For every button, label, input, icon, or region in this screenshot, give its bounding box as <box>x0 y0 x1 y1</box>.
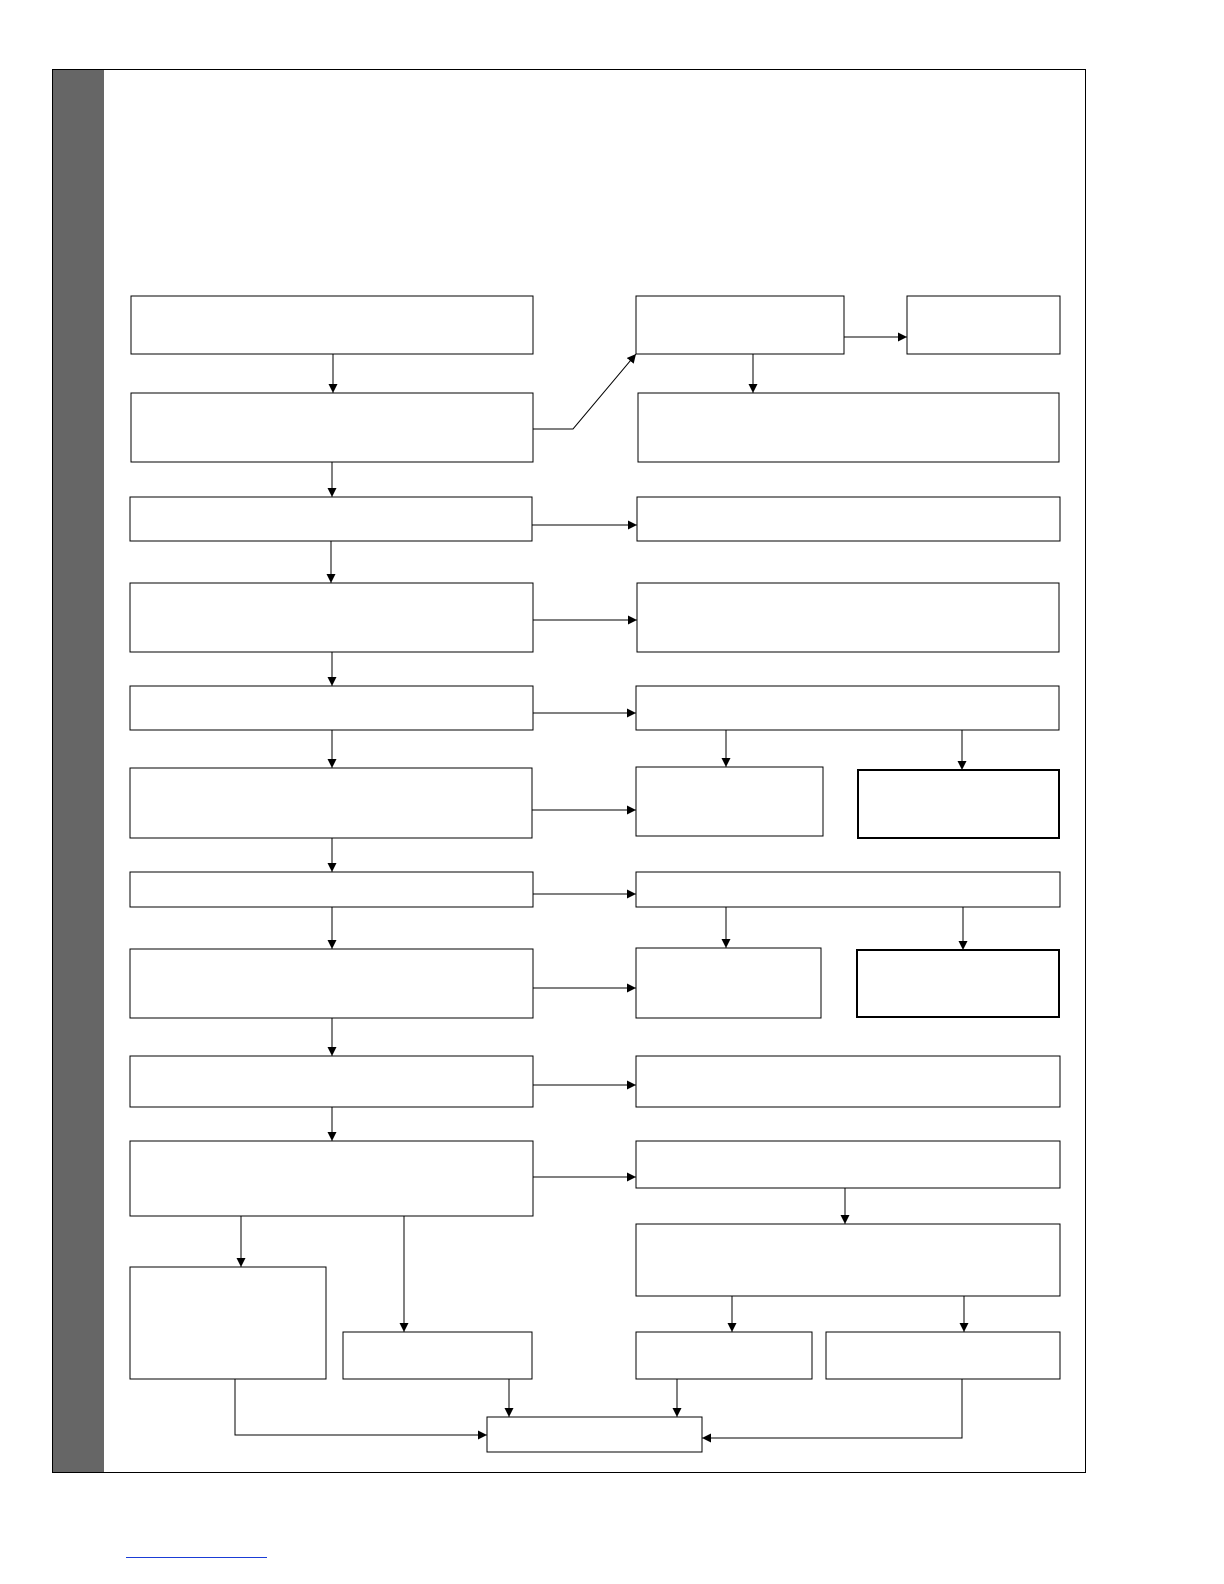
node-r9a <box>636 1332 812 1379</box>
node-r7 <box>636 1056 1060 1107</box>
node-r5 <box>636 686 1059 730</box>
node-r9 <box>636 1224 1060 1296</box>
arrow-r9b-final <box>702 1379 962 1438</box>
node-l7 <box>130 872 533 907</box>
node-r3 <box>637 497 1060 541</box>
footer-link-underline <box>126 1557 267 1558</box>
node-r5b <box>858 770 1059 838</box>
node-r6 <box>636 872 1060 907</box>
node-r6a <box>636 948 821 1018</box>
node-r8 <box>636 1141 1060 1188</box>
node-l11b <box>343 1332 532 1379</box>
node-r1 <box>636 296 844 354</box>
node-l2 <box>131 393 533 462</box>
node-l5 <box>130 686 533 730</box>
arrow-l2-r1 <box>533 354 636 429</box>
node-r5a <box>636 767 823 836</box>
node-l6 <box>130 768 532 838</box>
node-r6b <box>857 950 1059 1017</box>
node-l4 <box>130 583 533 652</box>
node-l10 <box>130 1141 533 1216</box>
node-l9 <box>130 1056 533 1107</box>
node-final <box>487 1417 702 1452</box>
arrow-l11a-final <box>235 1379 487 1435</box>
node-r9b <box>826 1332 1060 1379</box>
node-l1 <box>131 296 533 354</box>
node-r4 <box>637 583 1059 652</box>
node-l11a <box>130 1267 326 1379</box>
node-r2 <box>638 393 1059 462</box>
node-r1b <box>907 296 1060 354</box>
node-l3 <box>130 497 532 541</box>
node-l8 <box>130 949 533 1018</box>
